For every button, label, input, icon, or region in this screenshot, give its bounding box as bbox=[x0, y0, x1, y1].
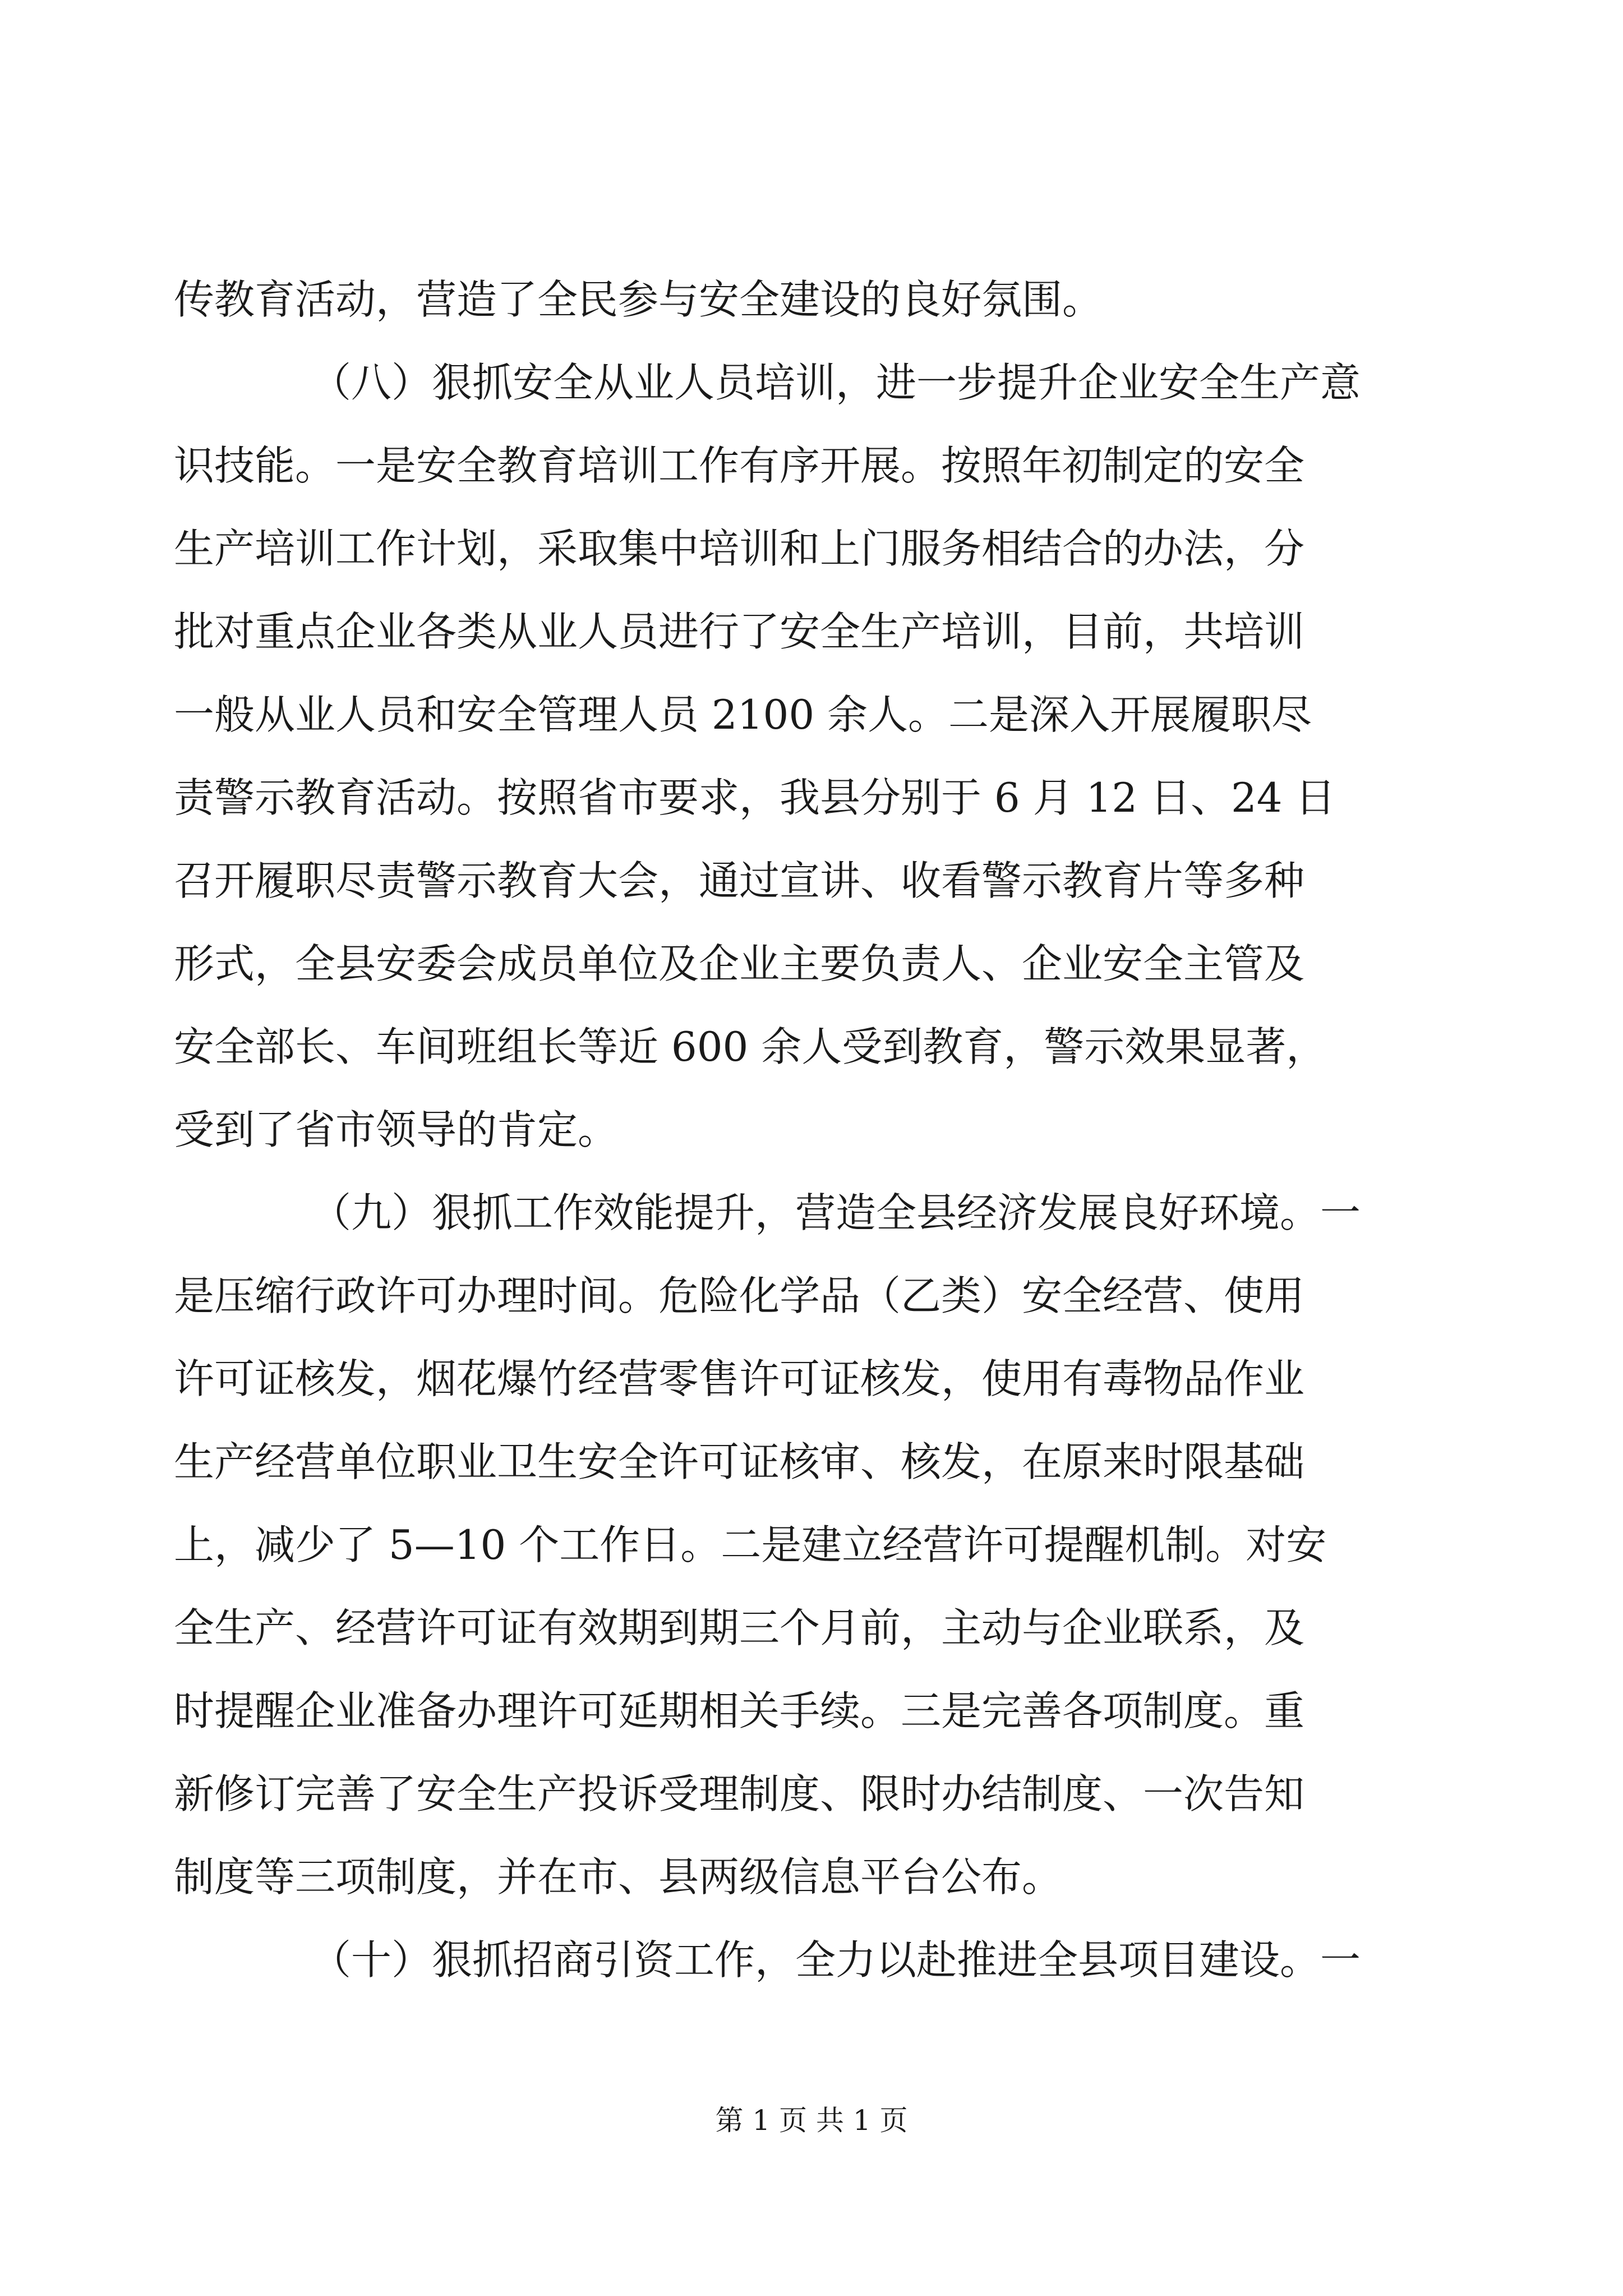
page-number-label: 第 1 页 共 1 页 bbox=[715, 2104, 908, 2137]
text-line: 责警示教育活动。按照省市要求，我县分别于 6 月 12 日、24 日 bbox=[174, 774, 1336, 821]
text-line: 安全部长、车间班组长等近 600 余人受到教育，警示效果显著， bbox=[174, 1023, 1327, 1070]
paragraph-10-heading-line: （十）狠抓招商引资工作，全力以赴推进全县项目建设。一 bbox=[311, 1936, 1361, 1984]
paragraph-8-heading-line: （八）狠抓安全从业人员培训，进一步提升企业安全生产意 bbox=[311, 359, 1361, 406]
text-line: 形式，全县安委会成员单位及企业主要负责人、企业安全主管及 bbox=[174, 940, 1305, 987]
text-line: 一般从业人员和安全管理人员 2100 余人。二是深入开展履职尽 bbox=[174, 691, 1312, 738]
text-line: 时提醒企业准备办理许可延期相关手续。三是完善各项制度。重 bbox=[174, 1687, 1305, 1734]
text-line: 召开履职尽责警示教育大会，通过宣讲、收看警示教育片等多种 bbox=[174, 857, 1305, 904]
paragraph-9-heading-line: （九）狠抓工作效能提升，营造全县经济发展良好环境。一 bbox=[311, 1189, 1361, 1236]
text-line: 批对重点企业各类从业人员进行了安全生产培训，目前，共培训 bbox=[174, 608, 1305, 655]
page-footer bbox=[0, 2101, 1623, 2140]
text-line: 是压缩行政许可办理时间。危险化学品（乙类）安全经营、使用 bbox=[174, 1272, 1305, 1319]
text-line: 新修订完善了安全生产投诉受理制度、限时办结制度、一次告知 bbox=[174, 1770, 1305, 1818]
text-line: 受到了省市领导的肯定。 bbox=[174, 1106, 619, 1153]
text-line: 生产培训工作计划，采取集中培训和上门服务相结合的办法，分 bbox=[174, 525, 1305, 572]
text-line: 全生产、经营许可证有效期到期三个月前，主动与企业联系，及 bbox=[174, 1604, 1305, 1651]
text-line: 上，减少了 5—10 个工作日。二是建立经营许可提醒机制。对安 bbox=[174, 1521, 1327, 1568]
text-line: 制度等三项制度，并在市、县两级信息平台公布。 bbox=[174, 1853, 1063, 1901]
text-line: 传教育活动，营造了全民参与安全建设的良好氛围。 bbox=[174, 276, 1103, 323]
text-line: 识技能。一是安全教育培训工作有序开展。按照年初制定的安全 bbox=[174, 442, 1305, 489]
text-line: 生产经营单位职业卫生安全许可证核审、核发，在原来时限基础 bbox=[174, 1438, 1305, 1485]
text-line: 许可证核发，烟花爆竹经营零售许可证核发，使用有毒物品作业 bbox=[174, 1355, 1305, 1402]
document-body bbox=[174, 258, 1433, 2001]
